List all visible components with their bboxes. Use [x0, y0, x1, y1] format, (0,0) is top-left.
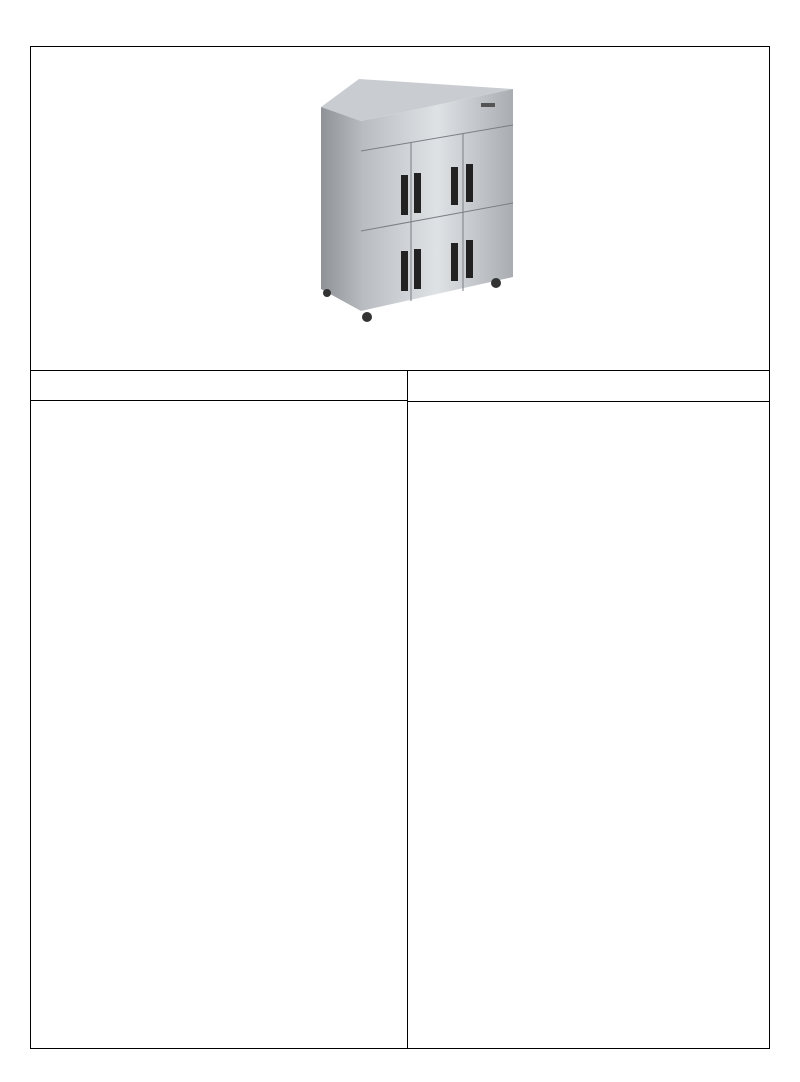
- refrigerator-image: [291, 79, 531, 329]
- features-column: [407, 371, 769, 1048]
- specs-header-row: [31, 371, 407, 401]
- image-cell: [31, 47, 769, 371]
- spec-table: [30, 46, 770, 1049]
